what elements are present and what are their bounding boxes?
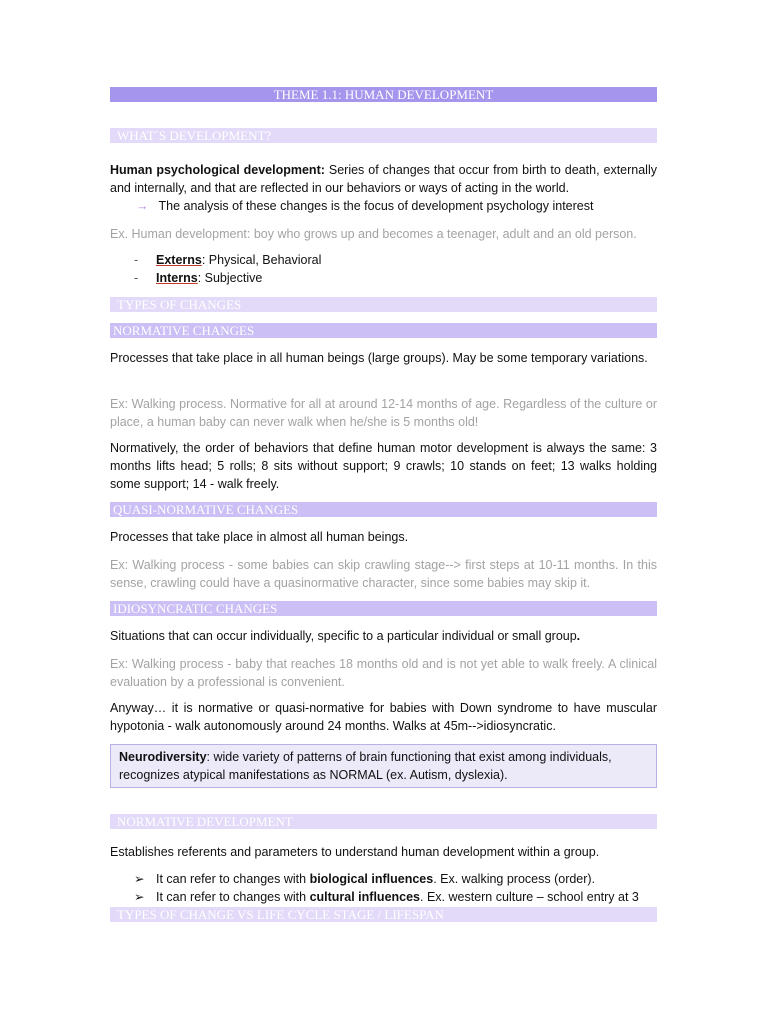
list-item-externs — [134, 251, 321, 269]
idiosyncratic-period: . — [576, 629, 581, 643]
definition-term: Human psychological development: — [110, 163, 325, 177]
section-heading-whats-development: WHAT´S DEVELOPMENT? — [110, 128, 657, 143]
definition-paragraph — [110, 161, 657, 197]
quasi-paragraph: Processes that take place in almost all human beings. — [110, 530, 409, 544]
quasi-example: Ex: Walking process - some babies can skip crawling stage--> first steps at 10-11 months. In this sense, crawling could have a quasinormative character, since some babies may skip it. — [110, 558, 657, 590]
normative-paragraph: Processes that take place in all human beings (large groups). May be some temporary variations. — [110, 351, 648, 365]
idiosyncratic-example: Ex: Walking process - baby that reaches 18 months old and is not yet able to walk freely. A clinical evaluation by a professional is convenient. — [110, 657, 657, 689]
list-term: Externs — [156, 253, 202, 267]
list-rest: : Physical, Behavioral — [201, 253, 322, 267]
bullet-post: . Ex. walking process (order). — [433, 872, 596, 886]
section-heading-normative-changes: NORMATIVE CHANGES — [110, 323, 657, 338]
list-item-interns — [134, 269, 262, 287]
neurodiversity-text: : wide variety of patterns of brain functioning that exist among individuals, recognizes atypical manifestations as NORMAL (ex. Autism, dyslexia). — [119, 750, 612, 782]
arrow-note — [136, 197, 593, 215]
list-term: Interns — [156, 271, 198, 285]
normative-development-paragraph: Establishes referents and parameters to understand human development within a group. — [110, 845, 600, 859]
down-syndrome-paragraph: Anyway… it is normative or quasi-normative for babies with Down syndrome to have muscular hypotonia - walk autonomously around 24 months. Walks at 45m-->idiosyncratic. — [110, 701, 657, 733]
bullet-pre: It can refer to changes with — [156, 872, 310, 886]
bullet-cultural — [134, 888, 639, 906]
section-heading-types-of-changes: TYPES OF CHANGES — [110, 297, 657, 312]
bullet-bold: cultural influences — [309, 890, 421, 904]
bullet-pre: It can refer to changes with — [156, 890, 310, 904]
neurodiversity-term: Neurodiversity — [119, 750, 207, 764]
bullet-bold: biological influences — [309, 872, 434, 886]
neurodiversity-box — [110, 744, 657, 788]
idiosyncratic-text: Situations that can occur individually, specific to a particular individual or small group — [110, 629, 577, 643]
section-heading-normative-development: NORMATIVE DEVELOPMENT — [110, 814, 657, 829]
section-heading-types-vs-lifecycle: TYPES OF CHANGE VS LIFE CYCLE STAGE / LIFESPAN — [110, 907, 657, 922]
idiosyncratic-paragraph — [110, 627, 657, 645]
section-heading-quasi-normative: QUASI-NORMATIVE CHANGES — [110, 502, 657, 517]
section-heading-idiosyncratic: IDIOSYNCRATIC CHANGES — [110, 601, 657, 616]
dash-bullet: - — [134, 253, 139, 267]
bullet-post: . Ex. western culture – school entry at 3 — [420, 890, 639, 904]
arrowhead-bullet-icon: ➢ — [134, 872, 145, 886]
list-rest: : Subjective — [197, 271, 263, 285]
document-title: THEME 1.1: HUMAN DEVELOPMENT — [110, 87, 657, 102]
arrow-note-text: The analysis of these changes is the focus of development psychology interest — [158, 199, 594, 213]
bullet-biological — [134, 870, 595, 888]
right-arrow-icon: → — [136, 199, 149, 213]
normative-example: Ex: Walking process. Normative for all at around 12-14 months of age. Regardless of the culture or place, a human baby can never walk when he/she is 5 months old! — [110, 397, 657, 429]
definition-text: Series of changes that occur from birth to death, externally and internally, and that are reflected in our behaviors or ways of acting in the world. — [110, 163, 657, 195]
example-development: Ex. Human development: boy who grows up and becomes a teenager, adult and an old person. — [110, 227, 637, 241]
dash-bullet: - — [134, 271, 139, 285]
arrowhead-bullet-icon: ➢ — [134, 890, 145, 904]
normative-order-paragraph: Normatively, the order of behaviors that define human motor development is always the same: 3 months lifts head; 5 rolls; 8 sits without support; 9 crawls; 10 stands on feet; 13 walks holding some support; 14 - walk freely. — [110, 441, 657, 491]
